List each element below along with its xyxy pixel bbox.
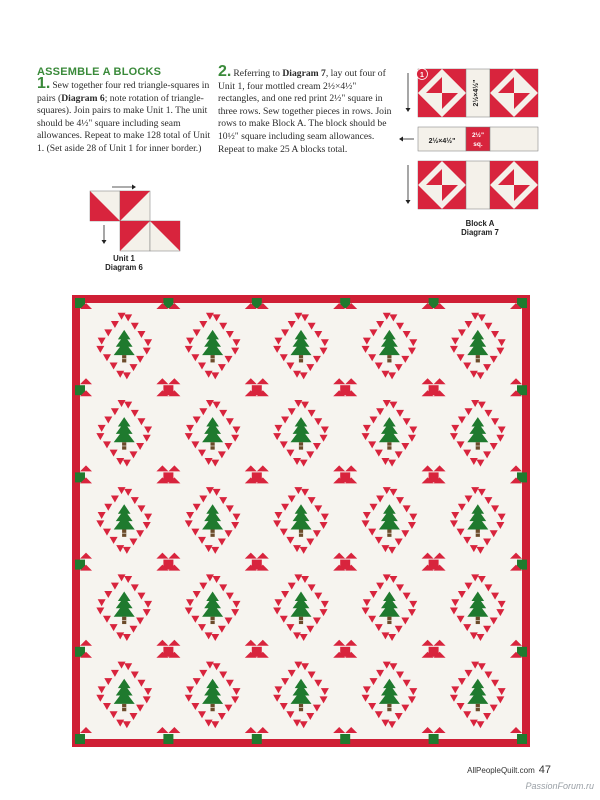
rect-label-vertical: 2½×4½" bbox=[473, 79, 480, 107]
sash-square bbox=[429, 734, 439, 744]
diagram-6-caption bbox=[84, 254, 164, 272]
square-label-bottom: sq. bbox=[473, 141, 483, 148]
sash-square bbox=[75, 734, 85, 744]
diagram-7-subtitle: Diagram 7 bbox=[461, 228, 499, 237]
step-2-number: 2. bbox=[218, 63, 232, 80]
watermark: PassionForum.ru bbox=[525, 781, 594, 791]
sash-square bbox=[252, 734, 262, 744]
step-2-diagram-ref: Diagram 7 bbox=[282, 68, 326, 79]
unit1-bottom-pair bbox=[120, 221, 180, 251]
diagram-7-caption bbox=[430, 219, 530, 237]
page-number: 47 bbox=[538, 764, 551, 776]
step-1-pre: Sew together four red triangle-squares in pairs ( bbox=[37, 80, 210, 104]
sash-square bbox=[340, 734, 350, 744]
step-1-number: 1. bbox=[37, 75, 51, 92]
section-heading: ASSEMBLE A BLOCKS bbox=[37, 66, 162, 78]
diagram-7-title: Block A bbox=[465, 219, 495, 228]
footer bbox=[467, 764, 551, 776]
unit-badge: 1 bbox=[420, 72, 424, 79]
diagram-7 bbox=[399, 69, 538, 210]
diagram-6 bbox=[90, 185, 180, 252]
diagram-6-subtitle: Diagram 6 bbox=[105, 263, 143, 272]
unit1-top-pair bbox=[90, 191, 150, 221]
square-label-top: 2½" bbox=[471, 132, 485, 139]
quilt-photo bbox=[72, 295, 530, 747]
step-2-post: , lay out four of Unit 1, four mottled cream 2½×4½" rectangles, and one red print 2½" square in three rows. Sew together pieces in rows. Join rows to make Block A. The block should be 10½" square including seam allowances. Repeat to make 25 A blocks total. bbox=[218, 68, 392, 155]
sash-square bbox=[163, 734, 173, 744]
rect-label: 2½×4½" bbox=[428, 138, 456, 145]
step-2-pre: Referring to bbox=[233, 68, 283, 79]
diagram-6-title: Unit 1 bbox=[113, 254, 135, 263]
sash-square bbox=[517, 734, 527, 744]
footer-site: AllPeopleQuilt.com bbox=[467, 766, 535, 775]
step-1-diagram-ref: Diagram 6 bbox=[61, 92, 105, 104]
step-1-post: ; note rotation of triangle-squares). Join pairs to make Unit 1. The unit should be 4½" square including seam allowances. Repeat to make 128 total of Unit 1. (Set aside 28 of Unit 1 for inner border.) bbox=[37, 92, 211, 154]
